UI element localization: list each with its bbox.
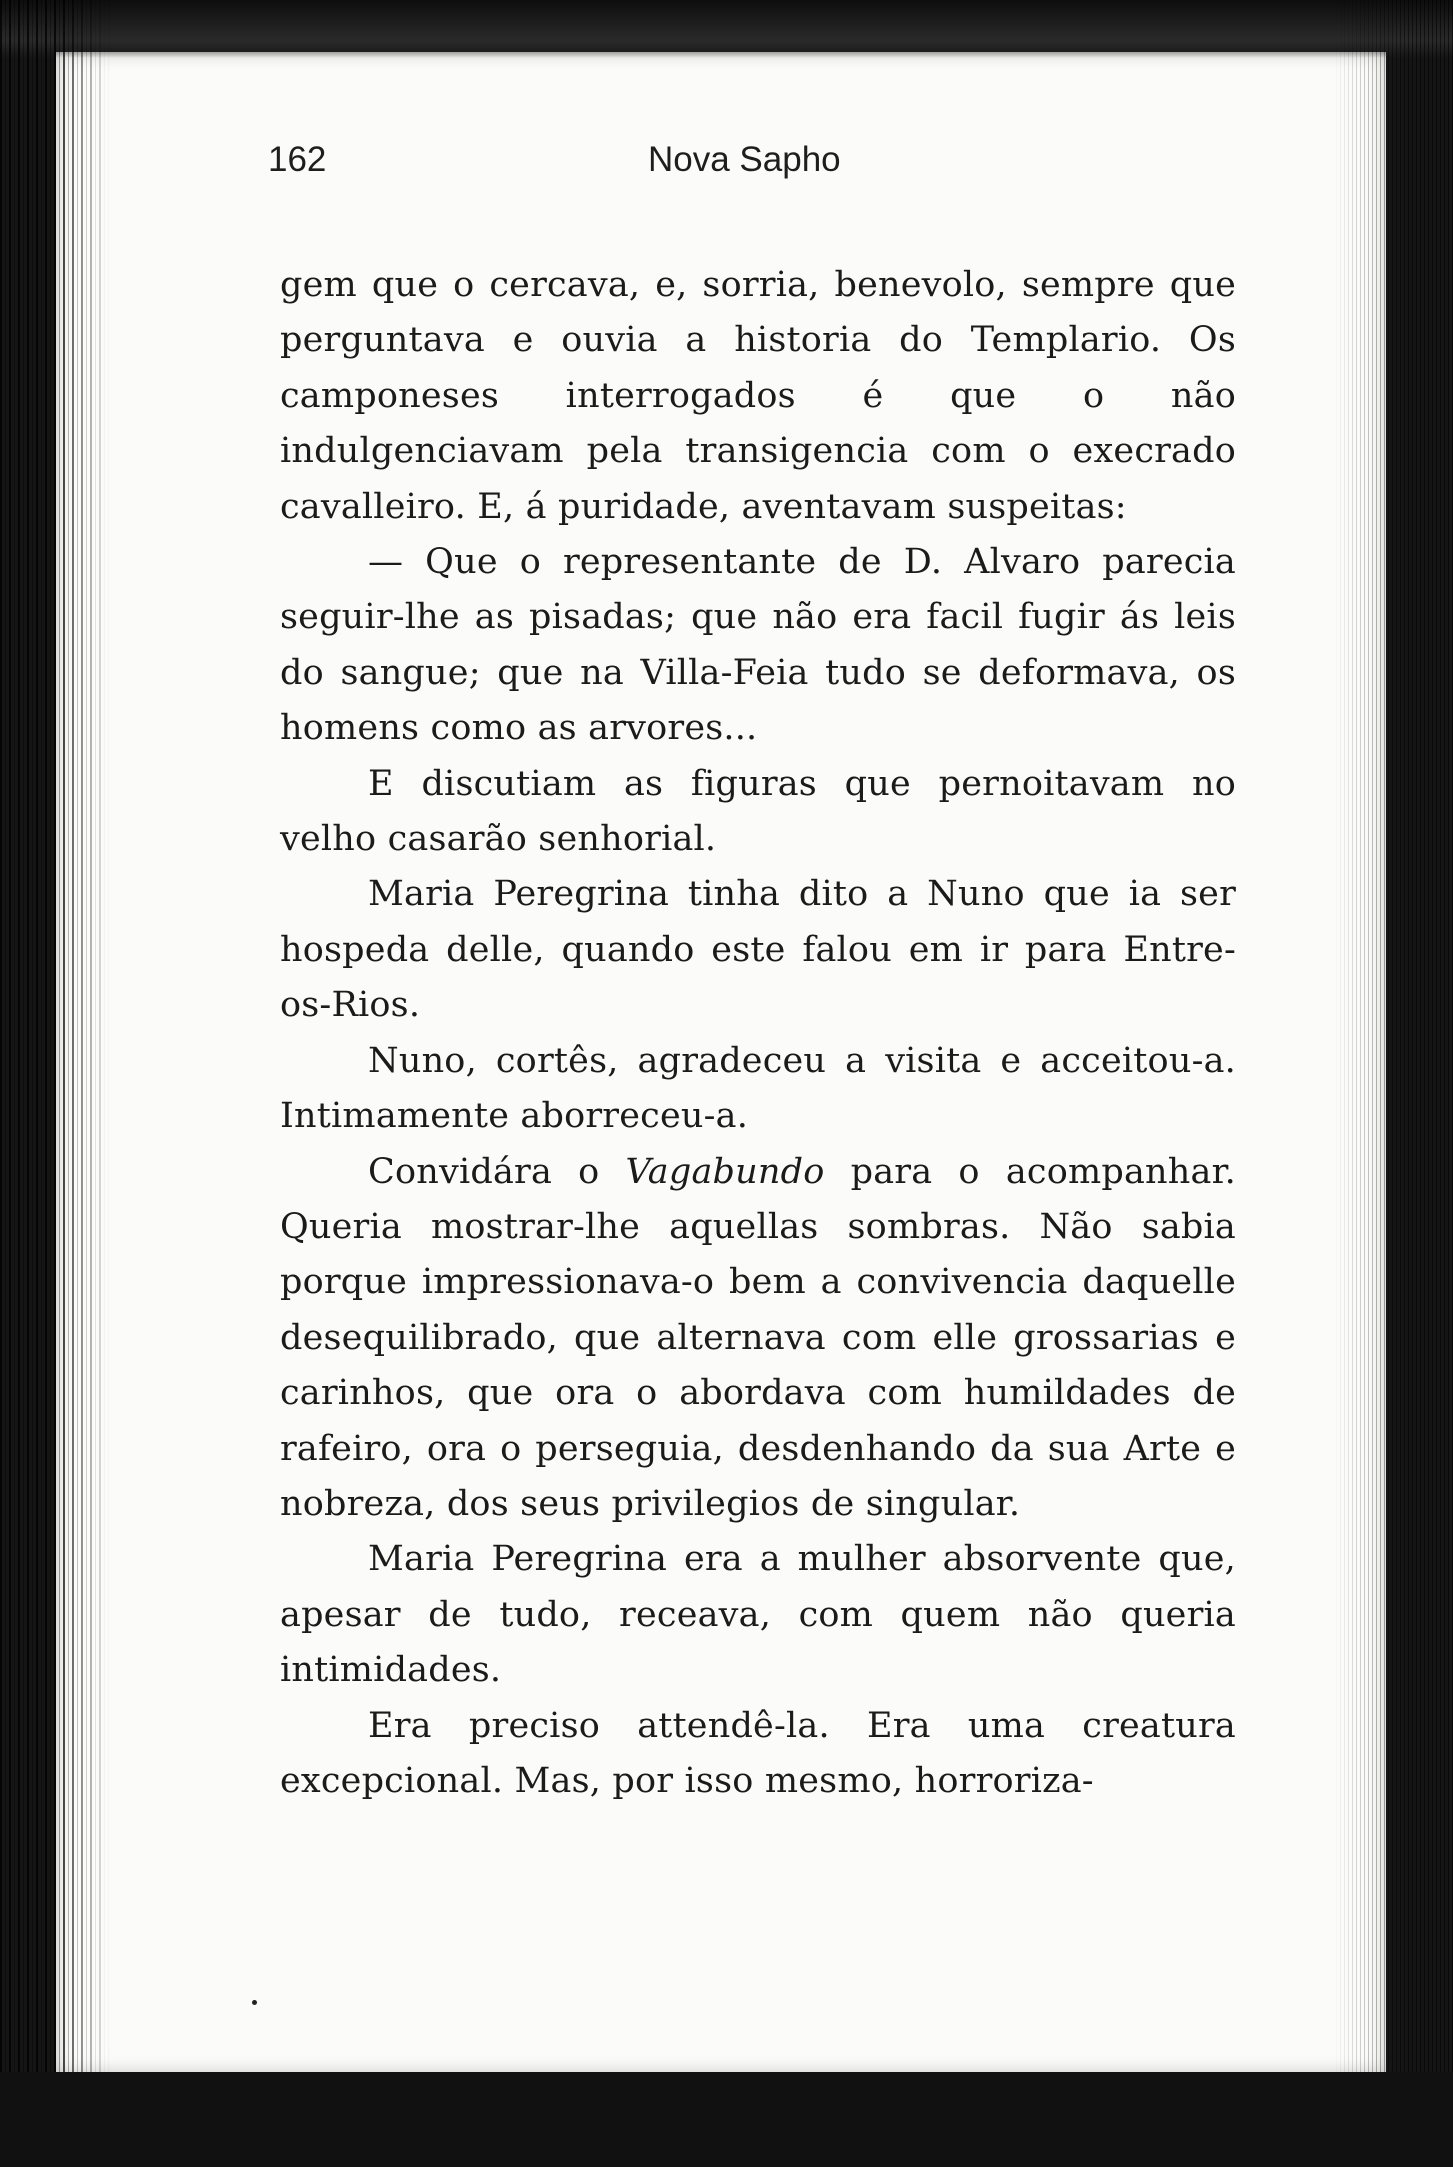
italic-title-vagabundo: Vagabundo (625, 1151, 825, 1192)
paragraph-4: Maria Peregrina tinha dito a Nuno que ia ser hospeda delle, quando este falou em ir para Entre-os-Rios. (280, 874, 1236, 1026)
paragraph-5: Nuno, cortês, agradeceu a visita e acceitou-a. Intimamente aborreceu-a. (280, 1040, 1236, 1137)
paragraph-2: — Que o representante de D. Alvaro parecia seguir-lhe as pisadas; que não era facil fugir ás leis do sangue; que na Villa-Feia tudo se deformava, os homens como as arvores... (280, 542, 1236, 749)
paragraph-1: gem que o cercava, e, sorria, benevolo, sempre que perguntava e ouvia a historia do Templario. Os camponeses interrogados é que o não indulgenciavam pela transigencia com o execrado cavalleiro. E, á puridade, aventavam suspeitas: (280, 265, 1236, 527)
body-text (280, 258, 1236, 1809)
ink-speck (252, 2000, 257, 2005)
paragraph-7: Maria Peregrina era a mulher absorvente que, apesar de tudo, receava, com quem não queria intimidades. (280, 1539, 1236, 1691)
page-stack-edge-right (1333, 0, 1453, 2167)
paragraph-6 (280, 1145, 1236, 1533)
paragraph-6-end: para o acompanhar. Queria mostrar-lhe aquellas sombras. Não sabia porque impressionava-o bem a convivencia daquelle desequilibrado, que alternava com elle grossarias e carinhos, que ora o abordava com humildades de rafeiro, ora o perseguia, desdenhando da sua Arte e nobreza, dos seus privilegios de singular. (280, 1151, 1236, 1524)
top-shadow-edge (0, 0, 1453, 58)
paragraph-6-start: Convidára o (368, 1151, 626, 1192)
paragraph-8: Era preciso attendê-la. Era uma creatura excepcional. Mas, por isso mesmo, horroriza- (280, 1705, 1236, 1801)
page-number: 162 (268, 140, 327, 179)
page-header (268, 140, 1240, 190)
binding-edge-left (0, 0, 110, 2167)
running-title: Nova Sapho (648, 140, 841, 179)
bottom-shadow-edge (0, 2072, 1453, 2167)
paragraph-3: E discutiam as figuras que pernoitavam no velho casarão senhorial. (280, 763, 1236, 860)
